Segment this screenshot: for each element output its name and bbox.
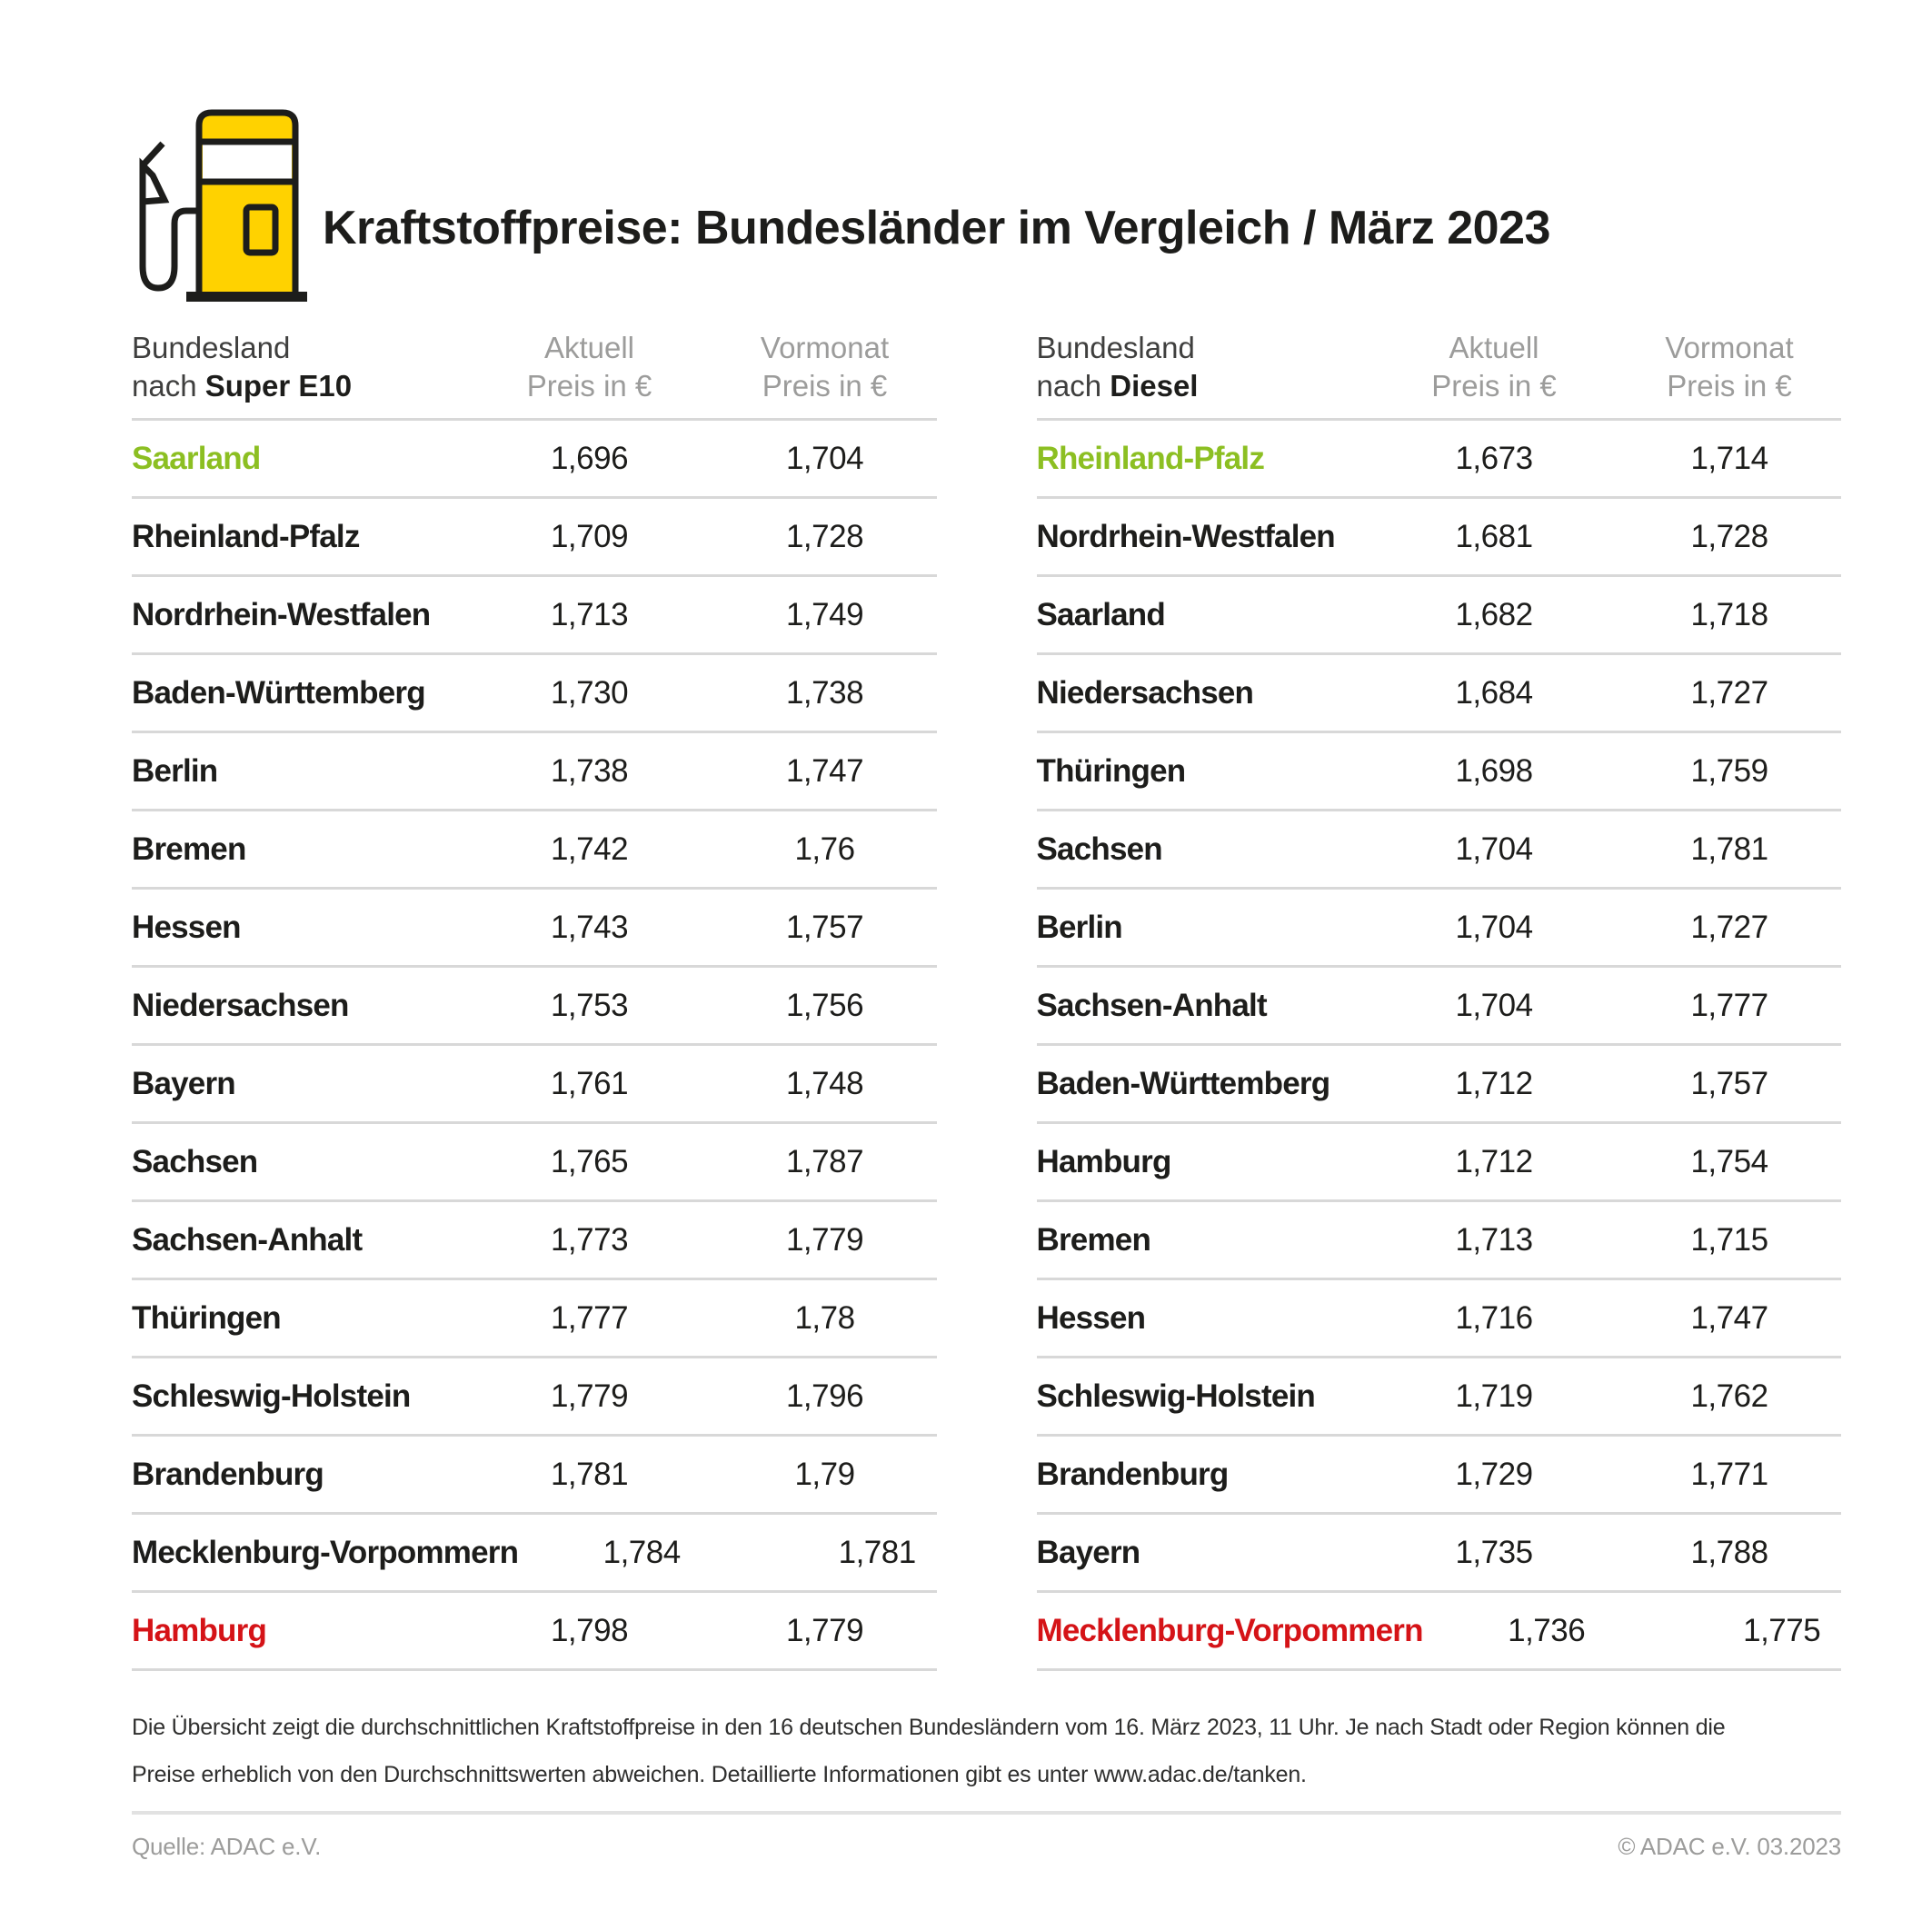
table-head [132, 329, 937, 421]
bundesland-label: Hamburg [132, 1612, 267, 1648]
aktuell-price: 1,704 [1455, 831, 1533, 867]
aktuell-price: 1,673 [1455, 440, 1533, 476]
table-row [132, 1593, 937, 1671]
table-row [1037, 1202, 1842, 1280]
table-row [1037, 1437, 1842, 1515]
aktuell-price: 1,742 [550, 831, 629, 867]
vormonat-price: 1,715 [1690, 1221, 1768, 1258]
table-row [132, 577, 937, 655]
column-header-vormonat: Vormonat Preis in € [1665, 331, 1794, 403]
aktuell-price: 1,761 [550, 1065, 629, 1101]
footnote-line2: Preise erheblich von den Durchschnittswerten abweichen. Detaillierte Informationen gibt es unter www.adac.de/tanken. [132, 1762, 1307, 1787]
vormonat-price: 1,762 [1690, 1378, 1768, 1414]
aktuell-price: 1,781 [550, 1456, 629, 1492]
column-header-vormonat: Vormonat Preis in € [760, 331, 890, 403]
table-row [132, 811, 937, 890]
bundesland-label: Baden-Württemberg [1036, 1065, 1330, 1101]
tables-container [132, 329, 1841, 1671]
bundesland-label: Mecklenburg-Vorpommern [132, 1534, 519, 1570]
table-row [132, 655, 937, 733]
bundesland-label: Hamburg [1036, 1143, 1171, 1179]
aktuell-price: 1,698 [1455, 752, 1533, 789]
vormonat-price: 1,747 [1690, 1299, 1768, 1336]
vormonat-price: 1,756 [785, 987, 864, 1023]
vormonat-price: 1,714 [1690, 440, 1768, 476]
aktuell-price: 1,735 [1455, 1534, 1533, 1570]
footer [132, 1811, 1841, 1861]
table-row [1037, 1046, 1842, 1124]
table-row [132, 1437, 937, 1515]
bundesland-label: Rheinland-Pfalz [1036, 440, 1265, 476]
table-row [132, 1202, 937, 1280]
aktuell-price: 1,682 [1455, 596, 1533, 632]
table-row [1037, 1280, 1842, 1358]
table-diesel [1037, 329, 1842, 1671]
vormonat-price: 1,779 [785, 1612, 864, 1648]
bundesland-label: Hessen [1036, 1299, 1146, 1336]
bundesland-label: Bayern [132, 1065, 235, 1101]
table-row [1037, 1593, 1842, 1671]
table-row [1037, 655, 1842, 733]
bundesland-label: Sachsen [1036, 831, 1162, 867]
column-header-line2: nach Super E10 [132, 369, 353, 403]
vormonat-price: 1,79 [794, 1456, 855, 1492]
vormonat-price: 1,787 [785, 1143, 864, 1179]
column-header-line2: nach Diesel [1036, 369, 1199, 403]
bundesland-label: Mecklenburg-Vorpommern [1036, 1612, 1423, 1648]
table-body [132, 421, 937, 1671]
bundesland-label: Schleswig-Holstein [132, 1378, 411, 1414]
vormonat-price: 1,727 [1690, 674, 1768, 711]
bundesland-label: Bremen [1036, 1221, 1151, 1258]
column-header-line1: Bundesland [1036, 331, 1195, 364]
table-row [132, 1515, 937, 1593]
aktuell-price: 1,696 [550, 440, 629, 476]
table-row [1037, 968, 1842, 1046]
bundesland-label: Schleswig-Holstein [1036, 1378, 1315, 1414]
bundesland-label: Nordrhein-Westfalen [132, 596, 431, 632]
bundesland-label: Saarland [132, 440, 261, 476]
aktuell-price: 1,753 [550, 987, 629, 1023]
vormonat-price: 1,775 [1743, 1612, 1821, 1648]
aktuell-price: 1,730 [550, 674, 629, 711]
aktuell-price: 1,681 [1455, 518, 1533, 554]
aktuell-price: 1,716 [1455, 1299, 1533, 1336]
bundesland-label: Bayern [1036, 1534, 1140, 1570]
vormonat-price: 1,727 [1690, 909, 1768, 945]
aktuell-price: 1,684 [1455, 674, 1533, 711]
vormonat-price: 1,771 [1690, 1456, 1768, 1492]
table-row [132, 1124, 937, 1202]
fuel-type-label: Diesel [1110, 369, 1199, 403]
table-row [1037, 499, 1842, 577]
table-row [132, 890, 937, 968]
bundesland-label: Thüringen [132, 1299, 281, 1336]
vormonat-price: 1,749 [785, 596, 864, 632]
header [132, 100, 1841, 309]
table-row [132, 421, 937, 499]
aktuell-price: 1,736 [1508, 1612, 1586, 1648]
vormonat-price: 1,757 [1690, 1065, 1768, 1101]
column-header-aktuell: Aktuell Preis in € [526, 331, 652, 403]
source-label: Quelle: ADAC e.V. [132, 1833, 322, 1860]
vormonat-price: 1,781 [1690, 831, 1768, 867]
vormonat-price: 1,747 [785, 752, 864, 789]
bundesland-label: Sachsen [132, 1143, 258, 1179]
table-row [1037, 577, 1842, 655]
table-row [1037, 890, 1842, 968]
table-head [1037, 329, 1842, 421]
bundesland-label: Niedersachsen [1036, 674, 1254, 711]
vormonat-price: 1,788 [1690, 1534, 1768, 1570]
footnote [132, 1704, 1841, 1798]
vormonat-price: 1,781 [838, 1534, 916, 1570]
vormonat-price: 1,754 [1690, 1143, 1768, 1179]
bundesland-label: Brandenburg [132, 1456, 324, 1492]
table-row [1037, 1124, 1842, 1202]
aktuell-price: 1,729 [1455, 1456, 1533, 1492]
vormonat-price: 1,704 [785, 440, 864, 476]
column-header-aktuell: Aktuell Preis in € [1431, 331, 1557, 403]
vormonat-price: 1,718 [1690, 596, 1768, 632]
aktuell-price: 1,713 [1455, 1221, 1533, 1258]
vormonat-price: 1,78 [794, 1299, 855, 1336]
aktuell-price: 1,712 [1455, 1065, 1533, 1101]
aktuell-price: 1,719 [1455, 1378, 1533, 1414]
aktuell-price: 1,712 [1455, 1143, 1533, 1179]
page-title: Kraftstoffpreise: Bundesländer im Vergleich / März 2023 [323, 202, 1550, 254]
bundesland-label: Niedersachsen [132, 987, 349, 1023]
table-row [1037, 1515, 1842, 1593]
fuel-type-label: Super E10 [204, 369, 353, 403]
bundesland-label: Thüringen [1036, 752, 1186, 789]
bundesland-label: Nordrhein-Westfalen [1036, 518, 1335, 554]
aktuell-price: 1,777 [550, 1299, 629, 1336]
bundesland-label: Sachsen-Anhalt [1036, 987, 1267, 1023]
bundesland-label: Sachsen-Anhalt [132, 1221, 363, 1258]
table-row [1037, 421, 1842, 499]
aktuell-price: 1,713 [550, 596, 629, 632]
vormonat-price: 1,779 [785, 1221, 864, 1258]
vormonat-price: 1,796 [785, 1378, 864, 1414]
bundesland-label: Saarland [1036, 596, 1165, 632]
table-row [132, 1358, 937, 1437]
footnote-line1: Die Übersicht zeigt die durchschnittlichen Kraftstoffpreise in den 16 deutschen Bundesländern vom 16. März 2023, 11 Uhr. Je nach Stadt oder Region können die [132, 1715, 1726, 1740]
aktuell-price: 1,704 [1455, 987, 1533, 1023]
bundesland-label: Rheinland-Pfalz [132, 518, 360, 554]
bundesland-label: Berlin [1036, 909, 1122, 945]
aktuell-price: 1,784 [603, 1534, 681, 1570]
table-row [1037, 733, 1842, 811]
aktuell-price: 1,704 [1455, 909, 1533, 945]
table-body [1037, 421, 1842, 1671]
copyright-label: © ADAC e.V. 03.2023 [1618, 1833, 1841, 1860]
vormonat-price: 1,76 [794, 831, 855, 867]
table-row [132, 1280, 937, 1358]
table-row [1037, 1358, 1842, 1437]
vormonat-price: 1,777 [1690, 987, 1768, 1023]
vormonat-price: 1,728 [785, 518, 864, 554]
bundesland-label: Hessen [132, 909, 241, 945]
table-row [1037, 811, 1842, 890]
table-row [132, 499, 937, 577]
aktuell-price: 1,765 [550, 1143, 629, 1179]
aktuell-price: 1,709 [550, 518, 629, 554]
table-row [132, 733, 937, 811]
column-header-bundesland [1037, 329, 1371, 405]
aktuell-price: 1,743 [550, 909, 629, 945]
bundesland-label: Bremen [132, 831, 246, 867]
aktuell-price: 1,773 [550, 1221, 629, 1258]
vormonat-price: 1,759 [1690, 752, 1768, 789]
aktuell-price: 1,798 [550, 1612, 629, 1648]
column-header-line1: Bundesland [132, 331, 291, 364]
vormonat-price: 1,738 [785, 674, 864, 711]
aktuell-price: 1,779 [550, 1378, 629, 1414]
bundesland-label: Baden-Württemberg [132, 674, 425, 711]
vormonat-price: 1,757 [785, 909, 864, 945]
bundesland-label: Berlin [132, 752, 218, 789]
bundesland-label: Brandenburg [1036, 1456, 1229, 1492]
table-row [132, 968, 937, 1046]
column-header-bundesland [132, 329, 466, 405]
vormonat-price: 1,728 [1690, 518, 1768, 554]
table-super-e10 [132, 329, 937, 1671]
table-row [132, 1046, 937, 1124]
fuel-pump-icon [123, 100, 318, 309]
aktuell-price: 1,738 [550, 752, 629, 789]
vormonat-price: 1,748 [785, 1065, 864, 1101]
